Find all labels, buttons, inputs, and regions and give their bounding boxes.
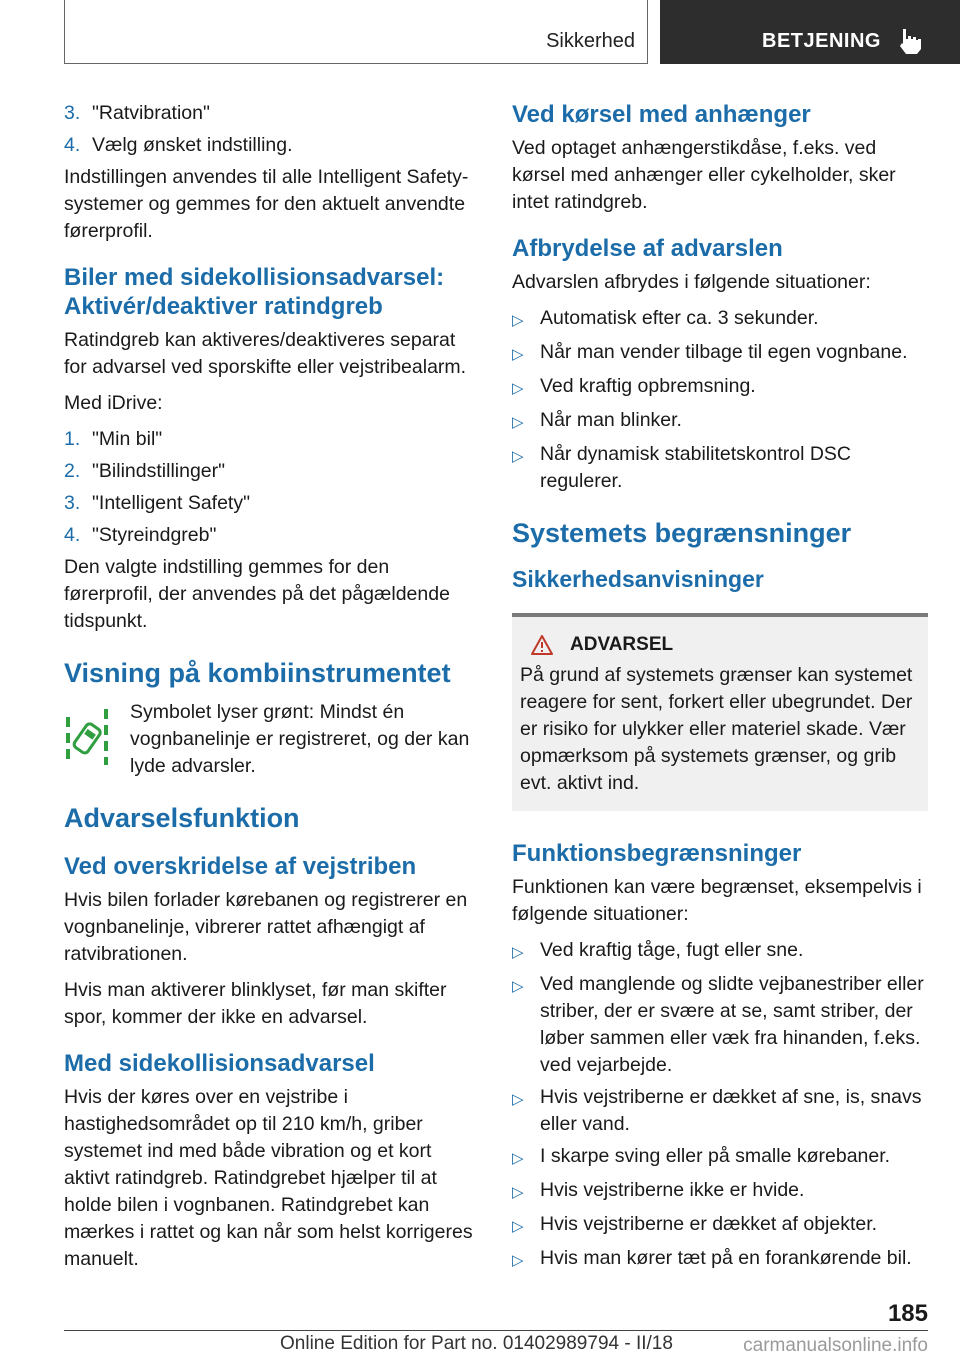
list-item (64, 458, 479, 485)
triangle-bullet-icon: ▷ (512, 1218, 524, 1235)
bullet-text: Hvis vejstriberne ikke er hvide. (540, 1179, 805, 1201)
list-item (512, 1211, 928, 1240)
list-item (512, 305, 928, 334)
header-section-title: Sikkerhed (546, 30, 635, 52)
triangle-bullet-icon: ▷ (512, 380, 524, 397)
lane-departure-icon (64, 699, 130, 780)
paragraph: Hvis man aktiverer blinklyset, før man skifter spor, kommer der ikke en advarsel. (64, 979, 447, 1028)
list-item (512, 373, 928, 402)
paragraph: Funktionen kan være begrænset, eksempelvis i følgende situationer: (512, 876, 922, 925)
warning-text: På grund af systemets grænser kan systemet reagere for sent, forkert eller ubegrundet. Der er risiko for ulykker eller materiel skade. Vær opmærksom på systemets grænser, og grib evt. aktivt ind. (520, 664, 913, 794)
step-text: "Styreindgreb" (92, 524, 217, 546)
list-item (512, 1245, 928, 1274)
heading-funktionsbegraensninger: Funktionsbegrænsninger (512, 840, 802, 867)
paragraph: Hvis der køres over en vejstribe i hastighedsområdet op til 210 km/h, griber systemet ind med både vibration og et kort aktivt ratindgreb. Ratindgrebet hjælper til at holde bilen i vognbanen. Ratindgrebet kan mærkes i rattet og kan når som helst korrigeres manuelt. (64, 1086, 473, 1270)
triangle-bullet-icon: ▷ (512, 414, 524, 431)
list-item (512, 1177, 928, 1206)
paragraph: Hvis bilen forlader kørebanen og registrerer en vognbanelinje, vibrerer rattet afhængigt af ratvibrationen. (64, 889, 468, 965)
triangle-bullet-icon: ▷ (512, 346, 524, 363)
hand-pointer-icon (897, 27, 923, 55)
paragraph: Med iDrive: (64, 392, 163, 414)
heading-anhaenger: Ved kørsel med anhænger (512, 101, 811, 128)
list-item (512, 1143, 928, 1172)
paragraph: Ved optaget anhængerstikdåse, f.eks. ved kørsel med anhænger eller cykelholder, sker intet ratindgreb. (512, 137, 896, 213)
bullet-text: Ved manglende og slidte vejbanestriber eller striber, der er svære at se, samt striber, der løber sammen eller væk fra hinanden, f.eks. ved vejarbejde. (540, 973, 924, 1076)
step-number: 3. (64, 492, 81, 514)
step-number: 4. (64, 134, 81, 156)
step-list-idrive (64, 426, 479, 549)
bullet-text: Automatisk efter ca. 3 sekunder. (540, 307, 819, 329)
step-number: 2. (64, 460, 81, 482)
left-column (64, 100, 479, 1282)
triangle-bullet-icon: ▷ (512, 448, 524, 465)
paragraph: Indstillingen anvendes til alle Intelligent Safety-systemer og gemmes for den aktuelt anvendte førerprofil. (64, 166, 469, 242)
step-text: "Bilindstillinger" (92, 460, 226, 482)
heading-visning: Visning på kombiinstrumentet (64, 658, 451, 688)
indicator-row (64, 699, 479, 780)
bullet-text: Når man vender tilbage til egen vognbane. (540, 341, 908, 363)
heading-ved-overskridelse: Ved overskridelse af vejstriben (64, 853, 417, 880)
warning-triangle-icon (530, 634, 554, 656)
paragraph: Advarslen afbrydes i følgende situationer: (512, 271, 871, 293)
bullet-text: Når dynamisk stabilitetskontrol DSC regulerer. (540, 443, 852, 492)
header-chapter-tab (660, 0, 960, 64)
list-item (512, 937, 928, 966)
list-item (64, 522, 479, 549)
step-number: 4. (64, 524, 81, 546)
header-chapter-title: BETJENING (762, 30, 881, 52)
bullet-text: Hvis vejstriberne er dækket af objekter. (540, 1213, 878, 1235)
bullet-text: I skarpe sving eller på smalle kørebaner. (540, 1145, 891, 1167)
list-item (512, 971, 928, 1079)
heading-systemets-begraensninger: Systemets begrænsninger (512, 518, 852, 548)
warning-title: ADVARSEL (570, 634, 674, 655)
step-text: "Intelligent Safety" (92, 492, 251, 514)
bullet-text: Ved kraftig opbremsning. (540, 375, 756, 397)
triangle-bullet-icon: ▷ (512, 978, 524, 995)
heading-med-sidekollision: Med sidekollisionsadvarsel (64, 1050, 375, 1077)
edition-text: Online Edition for Part no. 01402989794 - II/18 (280, 1333, 673, 1354)
triangle-bullet-icon: ▷ (512, 1150, 524, 1167)
list-item (512, 407, 928, 436)
heading-biler: Biler med sidekollisionsadvarsel: Aktivér/deaktiver ratindgreb (64, 264, 445, 320)
bullet-text: Hvis vejstriberne er dækket af sne, is, snavs eller vand. (540, 1086, 922, 1135)
warning-box (512, 613, 928, 811)
list-item (512, 441, 928, 495)
bullet-list-funktion (512, 937, 928, 1274)
bullet-text: Ved kraftig tåge, fugt eller sne. (540, 939, 804, 961)
list-item (512, 339, 928, 368)
list-item (512, 1084, 928, 1138)
warning-title-row (520, 631, 920, 658)
list-item (64, 100, 479, 127)
heading-sikkerhedsanvisninger: Sikkerhedsanvisninger (512, 566, 764, 592)
paragraph: Den valgte indstilling gemmes for den førerprofil, der anvendes på det pågældende tidspunkt. (64, 556, 450, 632)
bullet-text: Hvis man kører tæt på en forankørende bil. (540, 1247, 912, 1269)
heading-afbrydelse: Afbrydelse af advarslen (512, 235, 783, 262)
step-text: "Ratvibration" (92, 102, 210, 124)
triangle-bullet-icon: ▷ (512, 1091, 524, 1108)
triangle-bullet-icon: ▷ (512, 944, 524, 961)
list-item (64, 426, 479, 453)
bullet-list-afbrydelse (512, 305, 928, 495)
page-number: 185 (887, 1300, 928, 1327)
triangle-bullet-icon: ▷ (512, 1184, 524, 1201)
watermark: carmanualsonline.info (743, 1335, 928, 1356)
footer-divider (64, 1330, 928, 1331)
step-text: Vælg ønsket indstilling. (92, 134, 293, 156)
triangle-bullet-icon: ▷ (512, 312, 524, 329)
right-column (512, 100, 928, 1282)
bullet-text: Når man blinker. (540, 409, 682, 431)
paragraph: Ratindgreb kan aktiveres/deaktiveres separat for advarsel ved sporskifte eller vejstribealarm. (64, 329, 467, 378)
step-text: "Min bil" (92, 428, 163, 450)
indicator-description: Symbolet lyser grønt: Mindst én vognbanelinje er registreret, og der kan lyde advarsler. (130, 701, 470, 777)
step-number: 1. (64, 428, 81, 450)
step-number: 3. (64, 102, 81, 124)
list-item (64, 490, 479, 517)
triangle-bullet-icon: ▷ (512, 1252, 524, 1269)
heading-advarselsfunktion: Advarselsfunktion (64, 803, 300, 833)
list-item (64, 132, 479, 159)
step-list-top (64, 100, 479, 159)
